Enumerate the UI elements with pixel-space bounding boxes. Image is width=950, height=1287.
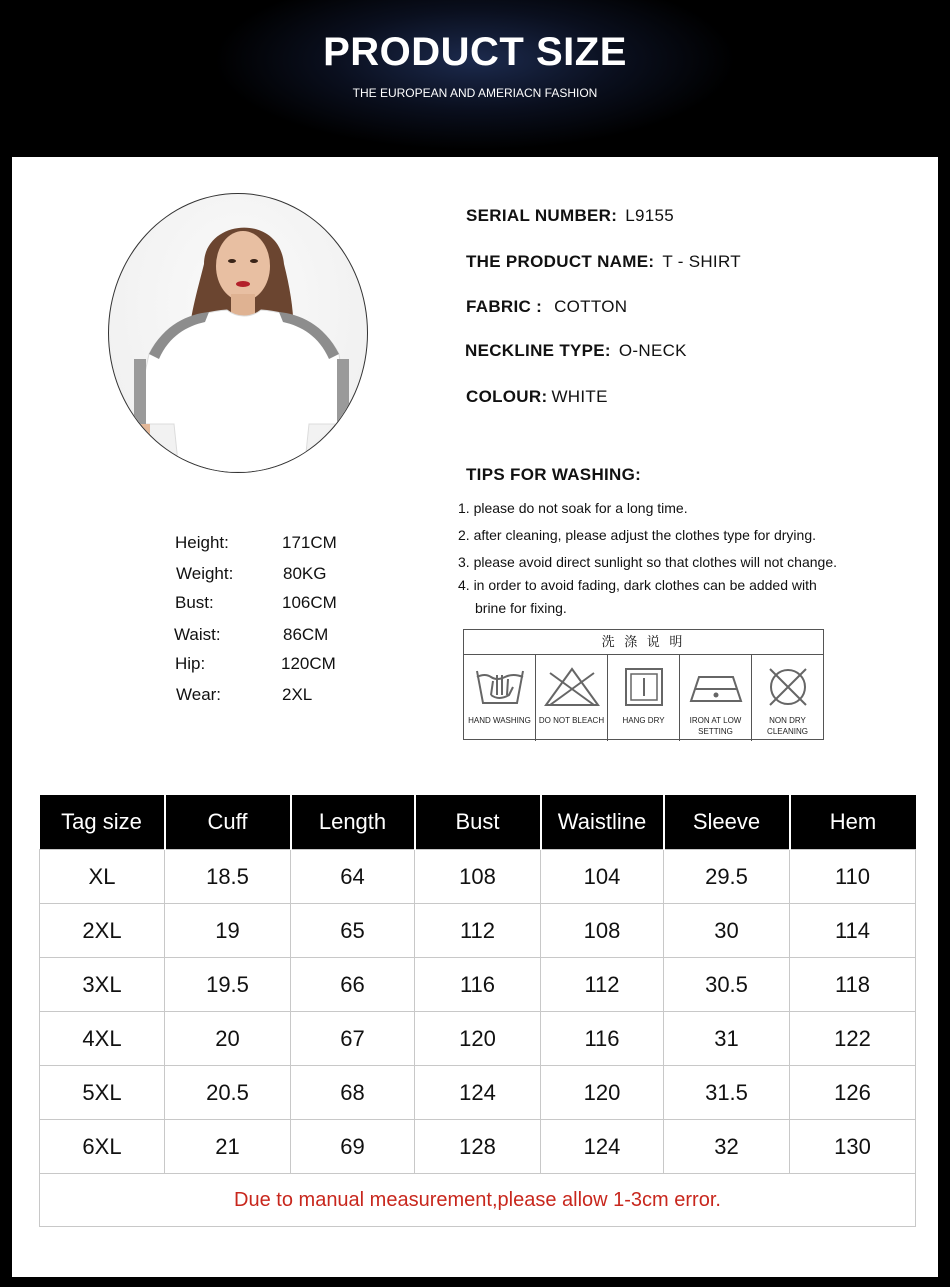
table-cell: 29.5 (664, 850, 790, 904)
table-cell: 104 (541, 850, 664, 904)
table-cell: 66 (291, 958, 415, 1012)
model-waist-label: Waist: (174, 625, 221, 644)
washing-tip: brine for fixing. (475, 600, 567, 616)
table-cell: 69 (291, 1120, 415, 1174)
care-do-not-bleach (536, 655, 608, 741)
table-note-row (40, 1174, 916, 1227)
serial-number-label: SERIAL NUMBER: (466, 206, 618, 225)
model-waist-value: 86CM (283, 625, 329, 644)
model-photo (108, 193, 368, 473)
table-cell: XL (40, 850, 165, 904)
model-height-label: Height: (175, 533, 229, 552)
washing-tip: 1. please do not soak for a long time. (458, 500, 688, 516)
table-row (40, 1066, 916, 1120)
table-cell: 20.5 (165, 1066, 291, 1120)
table-cell: 108 (541, 904, 664, 958)
table-cell: 5XL (40, 1066, 165, 1120)
neckline-label: NECKLINE TYPE: (465, 341, 611, 360)
table-cell: 3XL (40, 958, 165, 1012)
table-header-row (40, 795, 916, 850)
table-row (40, 958, 916, 1012)
column-header: Length (291, 795, 415, 850)
fabric-line (466, 297, 627, 317)
measurement-note: Due to manual measurement,please allow 1-3cm error. (40, 1174, 916, 1227)
table-cell: 64 (291, 850, 415, 904)
model-wear-label: Wear: (176, 685, 222, 704)
washing-tip: 2. after cleaning, please adjust the clothes type for drying. (458, 527, 816, 543)
table-cell: 65 (291, 904, 415, 958)
serial-number-value: L9155 (625, 206, 675, 225)
column-header: Tag size (40, 795, 165, 850)
model-hip-label: Hip: (175, 654, 206, 673)
table-cell: 31 (664, 1012, 790, 1066)
column-header: Waistline (541, 795, 664, 850)
care-hand-wash (464, 655, 536, 741)
product-name-line (466, 252, 741, 272)
care-label: HANG DRY (622, 716, 665, 725)
table-cell: 110 (790, 850, 916, 904)
care-instructions (463, 629, 824, 740)
table-cell: 130 (790, 1120, 916, 1174)
table-cell: 118 (790, 958, 916, 1012)
table-cell: 122 (790, 1012, 916, 1066)
table-row (40, 850, 916, 904)
table-row (40, 904, 916, 958)
table-cell: 31.5 (664, 1066, 790, 1120)
header-banner (0, 0, 950, 155)
table-cell: 120 (415, 1012, 541, 1066)
model-hip-value: 120CM (281, 654, 336, 673)
do-not-bleach-icon (542, 665, 602, 709)
page-subtitle: THE EUROPEAN AND AMERIACN FASHION (352, 86, 598, 100)
fabric-label: FABRIC : (466, 297, 543, 316)
table-cell: 30.5 (664, 958, 790, 1012)
table-row (40, 1012, 916, 1066)
table-cell: 116 (415, 958, 541, 1012)
model-weight-value: 80KG (283, 564, 327, 583)
column-header: Bust (415, 795, 541, 850)
column-header: Sleeve (664, 795, 790, 850)
model-height-value: 171CM (282, 533, 337, 552)
size-chart-table (39, 795, 916, 1227)
care-label: HAND WASHING (468, 716, 531, 725)
model-wear-value: 2XL (282, 685, 313, 704)
colour-value: WHITE (551, 387, 608, 406)
no-dry-clean-icon (764, 665, 812, 709)
care-no-dry-clean (752, 655, 823, 741)
table-cell: 68 (291, 1066, 415, 1120)
table-cell: 128 (415, 1120, 541, 1174)
neckline-value: O-NECK (618, 341, 687, 360)
washing-tip: 4. in order to avoid fading, dark clothes can be added with (458, 577, 817, 593)
table-cell: 19 (165, 904, 291, 958)
table-cell: 124 (541, 1120, 664, 1174)
table-cell: 112 (541, 958, 664, 1012)
care-label: DO NOT BLEACH (538, 716, 605, 725)
model-weight-label: Weight: (176, 564, 234, 583)
model-bust-label: Bust: (175, 593, 214, 612)
table-cell: 18.5 (165, 850, 291, 904)
page-title: PRODUCT SIZE (323, 30, 627, 74)
care-title: 洗 涤 说 明 (464, 630, 823, 655)
table-cell: 112 (415, 904, 541, 958)
care-label: NON DRY CLEANING (767, 716, 808, 736)
column-header: Cuff (165, 795, 291, 850)
iron-low-icon (685, 665, 747, 709)
neckline-line (465, 341, 687, 361)
table-cell: 116 (541, 1012, 664, 1066)
table-cell: 124 (415, 1066, 541, 1120)
product-name-value: T - SHIRT (662, 252, 741, 271)
table-cell: 114 (790, 904, 916, 958)
table-cell: 32 (664, 1120, 790, 1174)
colour-line (466, 387, 608, 407)
colour-label: COLOUR: (466, 387, 548, 406)
table-cell: 2XL (40, 904, 165, 958)
table-cell: 126 (790, 1066, 916, 1120)
serial-number-line (466, 206, 674, 226)
table-cell: 20 (165, 1012, 291, 1066)
table-cell: 108 (415, 850, 541, 904)
table-cell: 21 (165, 1120, 291, 1174)
care-iron-low (680, 655, 752, 741)
hang-dry-icon (622, 665, 666, 709)
table-cell: 4XL (40, 1012, 165, 1066)
table-cell: 120 (541, 1066, 664, 1120)
table-row (40, 1120, 916, 1174)
fabric-value: COTTON (554, 297, 628, 316)
care-label: IRON AT LOW SETTING (689, 716, 742, 736)
washing-tips-title: TIPS FOR WASHING: (466, 465, 642, 484)
table-cell: 6XL (40, 1120, 165, 1174)
care-hang-dry (608, 655, 680, 741)
hand-wash-icon (473, 665, 527, 709)
column-header: Hem (790, 795, 916, 850)
washing-tip: 3. please avoid direct sunlight so that clothes will not change. (458, 554, 838, 570)
product-name-label: THE PRODUCT NAME: (466, 252, 655, 271)
table-cell: 30 (664, 904, 790, 958)
model-bust-value: 106CM (282, 593, 337, 612)
table-cell: 19.5 (165, 958, 291, 1012)
table-cell: 67 (291, 1012, 415, 1066)
